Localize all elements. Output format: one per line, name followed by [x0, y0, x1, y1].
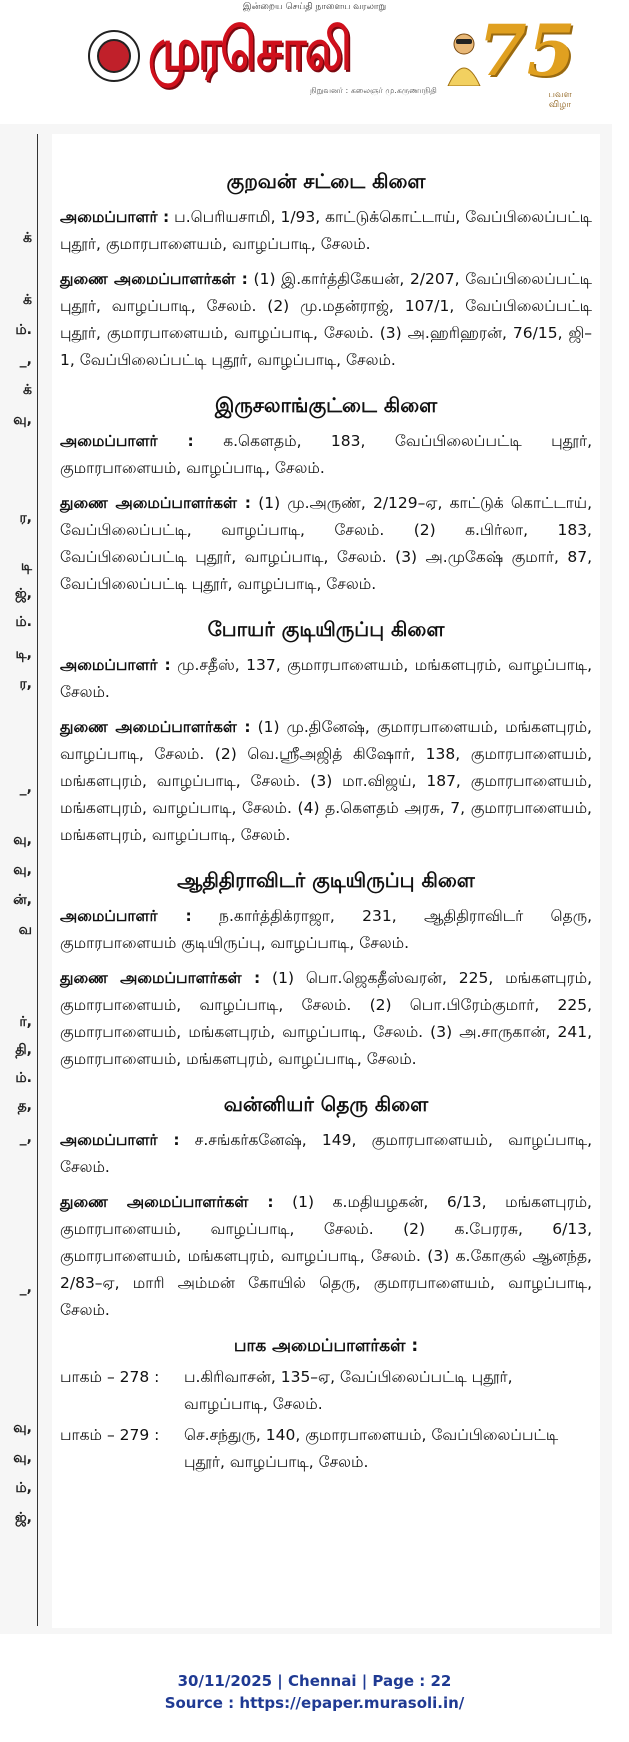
- left-column-fragment: க்: [23, 382, 32, 398]
- section: [60, 867, 592, 1073]
- left-column-fragment: தி,: [15, 1042, 32, 1058]
- left-column-fragment: ம்.: [15, 322, 32, 338]
- deputies-text: (1) மு.அருண், 2/129–ஏ, காட்டுக் கொட்டாய், வேப்பிலைப்பட்டி, வாழப்பாடி, சேலம். (2) க.பிர்லா, 183, வேப்பிலைப்பட்டி புதூர், வாழப்பாடி, சேலம். (3) அ.முகேஷ் குமார், 87, வேப்பிலைப்பட்டி புதூர், வாழப்பாடி, சேலம்.: [60, 494, 592, 593]
- party-emblem-icon: [88, 30, 140, 82]
- left-column-fragments: [0, 130, 36, 1630]
- organiser-label: அமைப்பாளர் :: [60, 907, 192, 925]
- section: [60, 392, 592, 598]
- left-column-fragment: _,: [19, 352, 32, 368]
- organiser-text: க.கௌதம், 183, வேப்பிலைப்பட்டி புதூர், குமாரபாளையம், வாழப்பாடி, சேலம்.: [60, 432, 592, 477]
- left-column-fragment: த,: [17, 1098, 32, 1114]
- parts-section: [60, 1336, 592, 1476]
- organiser-paragraph: [60, 428, 592, 482]
- deputies-paragraph: [60, 490, 592, 598]
- footer-source-link[interactable]: Source : https://epaper.murasoli.in/: [164, 1694, 465, 1712]
- deputies-paragraph: [60, 266, 592, 374]
- deputies-label: துணை அமைப்பாளர்கள் :: [60, 718, 251, 736]
- parts-heading: பாக அமைப்பாளர்கள் :: [233, 1336, 419, 1356]
- section-heading: குறவன் சட்டை கிளை: [226, 169, 426, 193]
- organiser-text: ப.பெரியசாமி, 1/93, காட்டுக்கொட்டாய், வேப்பிலைப்பட்டி புதூர், குமாரபாளையம், வாழப்பாடி, சேலம்.: [60, 208, 592, 253]
- newspaper-logo: முரசொலி: [148, 15, 351, 83]
- left-column-fragment: _,: [19, 1130, 32, 1146]
- left-column-fragment: _,: [19, 780, 32, 796]
- organiser-paragraph: [60, 204, 592, 258]
- section-heading: வன்னியர் தெரு கிளை: [223, 1092, 429, 1116]
- deputies-paragraph: [60, 965, 592, 1073]
- section: [60, 1091, 592, 1324]
- section-heading: ஆதிதிராவிடர் குடியிருப்பு கிளை: [177, 868, 475, 892]
- left-column-fragment: டி: [20, 558, 32, 574]
- left-column-fragment: க்: [23, 230, 32, 246]
- left-column-fragment: க்: [23, 292, 32, 308]
- part-number: பாகம் – 279 :: [60, 1426, 160, 1444]
- left-column-fragment: ன்,: [13, 892, 32, 908]
- deputies-text: (1) இ.கார்த்திகேயன், 2/207, வேப்பிலைப்பட்டி புதூர், வாழப்பாடி, சேலம். (2) மு.மதன்ராஜ், 107/1, வேப்பிலைப்பட்டி புதூர், குமாரபாளையம், வாழப்பாடி, சேலம். (3) அ.ஹரிஹரன், 76/15, ஜி–1, வேப்பிலைப்பட்டி புதூர், வாழப்பாடி, சேலம்.: [60, 270, 592, 369]
- left-column-fragment: டி,: [15, 646, 32, 662]
- deputies-label: துணை அமைப்பாளர்கள் :: [60, 270, 248, 288]
- part-row: [60, 1422, 592, 1476]
- left-column-fragment: வு,: [13, 832, 32, 848]
- deputies-label: துணை அமைப்பாளர்கள் :: [60, 1193, 274, 1211]
- organiser-label: அமைப்பாளர் :: [60, 1131, 180, 1149]
- deputies-paragraph: [60, 714, 592, 849]
- part-text: செ.சந்துரு, 140, குமாரபாளையம், வேப்பிலைப்பட்டி புதூர், வாழப்பாடி, சேலம்.: [184, 1426, 559, 1471]
- part-number: பாகம் – 278 :: [60, 1368, 160, 1386]
- article-body: [52, 134, 600, 1628]
- left-column-fragment: ம்.: [15, 1070, 32, 1086]
- left-column-fragment: வு,: [13, 1450, 32, 1466]
- masthead: [0, 0, 629, 120]
- left-column-fragment: ஜ்,: [15, 586, 32, 602]
- deputies-label: துணை அமைப்பாளர்கள் :: [60, 969, 261, 987]
- left-column-fragment: ஜ்,: [15, 1510, 32, 1526]
- section: [60, 168, 592, 374]
- left-column-fragment: ர,: [19, 676, 32, 692]
- part-row: [60, 1364, 592, 1418]
- organiser-text: மு.சதீஸ், 137, குமாரபாளையம், மங்களபுரம், வாழப்பாடி, சேலம்.: [60, 656, 593, 701]
- deputies-text: (1) மு.தினேஷ், குமாரபாளையம், மங்களபுரம், வாழப்பாடி, சேலம். (2) வெ.ஸ்ரீஅஜித் கிஷோர், 138, குமாரபாளையம், மங்களபுரம், வாழப்பாடி, சேலம். (3) மா.விஜய், 187, குமாரபாளையம், மங்களபுரம், வாழப்பாடி, சேலம். (4) த.கௌதம் அரசு, 7, குமாரபாளையம், மங்களபுரம், வாழப்பாடி, சேலம்.: [60, 718, 592, 844]
- section-heading: இருசலாங்குட்டை கிளை: [214, 393, 438, 417]
- left-column-fragment: வு,: [13, 862, 32, 878]
- left-column-fragment: ர்,: [19, 1014, 32, 1030]
- deputies-text: (1) பொ.ஜெகதீஸ்வரன், 225, மங்களபுரம், குமாரபாளையம், வாழப்பாடி, சேலம். (2) பொ.பிரேம்குமார், 225, குமாரபாளையம், மங்களபுரம், வாழப்பாடி, சேலம். (3) அ.சாருகான், 241, குமாரபாளையம், மங்களபுரம், வாழப்பாடி, சேலம்.: [60, 969, 592, 1068]
- left-column-fragment: _,: [19, 1280, 32, 1296]
- left-column-fragment: வ: [18, 922, 32, 938]
- organiser-label: அமைப்பாளர் :: [60, 432, 194, 450]
- masthead-tagline: இன்றைய செய்தி நாளைய வரலாறு: [242, 2, 387, 12]
- column-divider: [37, 134, 38, 1626]
- deputies-paragraph: [60, 1189, 592, 1324]
- organiser-label: அமைப்பாளர் :: [60, 208, 170, 226]
- section-heading: போயர் குடியிருப்பு கிளை: [207, 617, 445, 641]
- organiser-paragraph: [60, 652, 592, 706]
- organiser-paragraph: [60, 1127, 592, 1181]
- organiser-label: அமைப்பாளர் :: [60, 656, 171, 674]
- anniversary-number: 75: [478, 9, 576, 92]
- section: [60, 616, 592, 849]
- part-text: ப.கிரிவாசன், 135–ஏ, வேப்பிலைப்பட்டி புதூர், வாழப்பாடி, சேலம்.: [184, 1368, 513, 1413]
- anniversary-label: பவள விழா: [548, 90, 572, 110]
- left-column-fragment: ர,: [19, 510, 32, 526]
- organiser-text: ந.கார்த்திக்ராஜா, 231, ஆதிதிராவிடர் தெரு, குமாரபாளையம் குடியிருப்பு, வாழப்பாடி, சேலம்.: [60, 907, 593, 952]
- deputies-text: (1) க.மதியழகன், 6/13, மங்களபுரம், குமாரபாளையம், வாழப்பாடி, சேலம். (2) க.பேரரசு, 6/13, குமாரபாளையம், மங்களபுரம், வாழப்பாடி, சேலம். (3) க.கோகுல் ஆனந்த, 2/83–ஏ, மாரி அம்மன் கோயில் தெரு, குமாரபாளையம், வாழப்பாடி, சேலம்.: [60, 1193, 592, 1319]
- deputies-label: துணை அமைப்பாளர்கள் :: [60, 494, 251, 512]
- footer-date-line: 30/11/2025 | Chennai | Page : 22: [177, 1672, 452, 1690]
- left-column-fragment: வு,: [13, 1420, 32, 1436]
- masthead-sub-caption: நிறுவனர் : கலைஞர் மு.கருணாநிதி: [310, 86, 437, 95]
- left-column-fragment: வு,: [13, 412, 32, 428]
- left-column-fragment: ம்,: [15, 1480, 32, 1496]
- organiser-paragraph: [60, 903, 592, 957]
- left-column-fragment: ம்.: [15, 614, 32, 630]
- organiser-text: ச.சங்கர்கனேஷ், 149, குமாரபாளையம், வாழப்பாடி, சேலம்.: [60, 1131, 592, 1176]
